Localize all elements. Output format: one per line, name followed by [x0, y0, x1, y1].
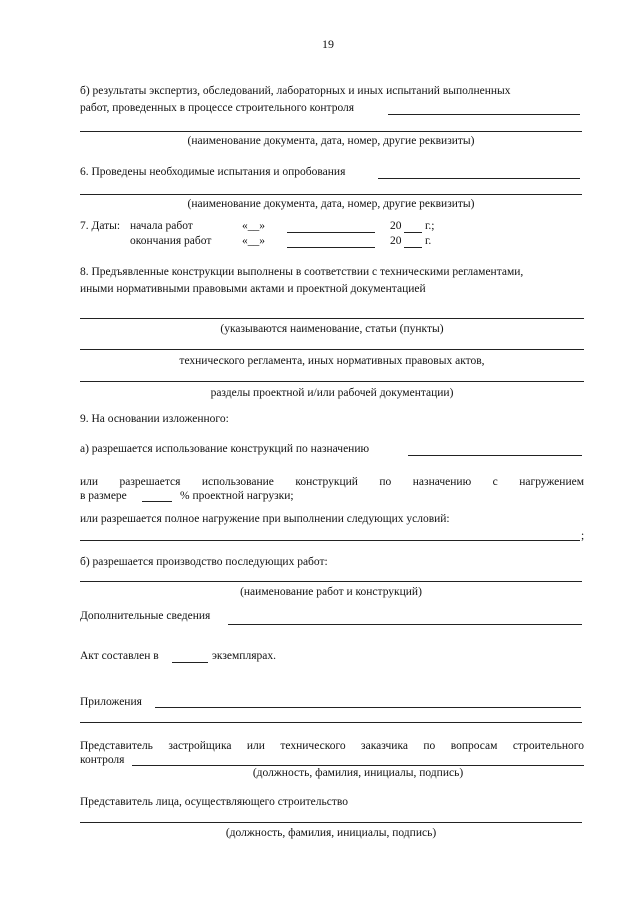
developer-rep-blank[interactable] [132, 765, 584, 766]
results-blank-1[interactable] [388, 114, 580, 115]
tests-blank-1[interactable] [378, 178, 580, 179]
builder-rep-label: Представитель лица, осуществляющего строительство [80, 796, 349, 808]
developer-rep-word: или [246, 740, 265, 752]
developer-rep-word: технического [280, 740, 346, 752]
start-month-blank[interactable] [287, 232, 375, 233]
load-word: конструкций [295, 476, 358, 488]
tests-caption: (наименование документа, дата, номер, другие реквизиты) [187, 198, 475, 210]
developer-rep-caption: (должность, фамилия, инициалы, подпись) [252, 767, 464, 779]
use-permitted-blank[interactable] [408, 455, 582, 456]
page-number: 19 [322, 37, 334, 51]
additional-info-blank[interactable] [228, 624, 582, 625]
developer-rep-word: Представитель [80, 740, 153, 752]
start-day-placeholder: «__» [242, 220, 265, 232]
load-word: по [379, 476, 392, 488]
full-load-semicolon: ; [581, 530, 585, 542]
next-works-blank[interactable] [80, 581, 582, 582]
start-year-prefix: 20 [390, 220, 402, 232]
compliance-blank-1[interactable] [80, 318, 584, 319]
end-date-label: окончания работ [130, 235, 212, 247]
attachments-blank-1[interactable] [155, 707, 581, 708]
full-load-conditions-blank[interactable] [80, 540, 580, 541]
tests-blank-2[interactable] [80, 194, 582, 195]
act-composed-suffix: экземплярах. [212, 650, 276, 662]
additional-info-label: Дополнительные сведения [80, 610, 211, 622]
use-permitted-text: а) разрешается использование конструкций по назначению [80, 443, 370, 455]
start-year-suffix: г.; [425, 220, 435, 232]
tests-performed-text: 6. Проведены необходимые испытания и опробования [80, 166, 346, 178]
dates-label: 7. Даты: [80, 220, 121, 232]
act-composed-prefix: Акт составлен в [80, 650, 159, 662]
start-date-label: начала работ [130, 220, 193, 232]
load-word: использование [201, 476, 274, 488]
compliance-blank-2[interactable] [80, 349, 584, 350]
end-day-placeholder: «__» [242, 235, 265, 247]
developer-rep-word: вопросам [450, 740, 498, 752]
load-word: с [492, 476, 498, 488]
results-caption: (наименование документа, дата, номер, другие реквизиты) [187, 135, 475, 147]
builder-rep-caption: (должность, фамилия, инициалы, подпись) [225, 827, 437, 839]
compliance-line-2: иными нормативными правовыми актами и проектной документацией [80, 283, 426, 295]
load-percent-blank[interactable] [142, 501, 172, 502]
load-permitted-line [80, 477, 584, 489]
developer-rep-word: строительного [512, 740, 584, 752]
load-word: назначению [412, 476, 472, 488]
developer-rep-line [80, 741, 584, 753]
compliance-blank-3[interactable] [80, 381, 584, 382]
next-works-text: б) разрешается производство последующих работ: [80, 556, 328, 568]
end-year-suffix: г. [425, 235, 432, 247]
compliance-line-1: 8. Предъявленные конструкции выполнены в соответствии с техническими регламентами, [80, 266, 524, 278]
attachments-blank-2[interactable] [80, 722, 582, 723]
developer-rep-word: застройщика [168, 740, 232, 752]
full-load-text: или разрешается полное нагружение при выполнении следующих условий: [80, 513, 450, 525]
results-blank-2[interactable] [80, 131, 582, 132]
results-line-2: работ, проведенных в процессе строительного контроля [80, 102, 355, 114]
load-word: разрешается [119, 476, 181, 488]
conclusion-heading: 9. На основании изложенного: [80, 413, 229, 425]
amount-suffix: % проектной нагрузки; [180, 490, 294, 502]
end-year-prefix: 20 [390, 235, 402, 247]
load-word: нагружением [519, 476, 584, 488]
results-line-1: б) результаты экспертиз, обследований, лабораторных и иных испытаний выполненных [80, 85, 511, 97]
compliance-caption-1: (указываются наименование, статьи (пункты) [220, 323, 444, 335]
amount-prefix: в размере [80, 490, 127, 502]
load-word: или [80, 476, 99, 488]
end-month-blank[interactable] [287, 247, 375, 248]
end-year-blank[interactable] [404, 247, 422, 248]
developer-rep-line-2: контроля [80, 754, 125, 766]
developer-rep-word: по [423, 740, 436, 752]
compliance-caption-3: разделы проектной и/или рабочей документации) [210, 387, 454, 399]
next-works-caption: (наименование работ и конструкций) [240, 586, 422, 598]
start-year-blank[interactable] [404, 232, 422, 233]
compliance-caption-2: технического регламента, иных нормативных правовых актов, [179, 355, 485, 367]
builder-rep-blank[interactable] [80, 822, 582, 823]
copies-count-blank[interactable] [172, 662, 208, 663]
developer-rep-word: заказчика [361, 740, 408, 752]
attachments-label: Приложения [80, 696, 142, 708]
